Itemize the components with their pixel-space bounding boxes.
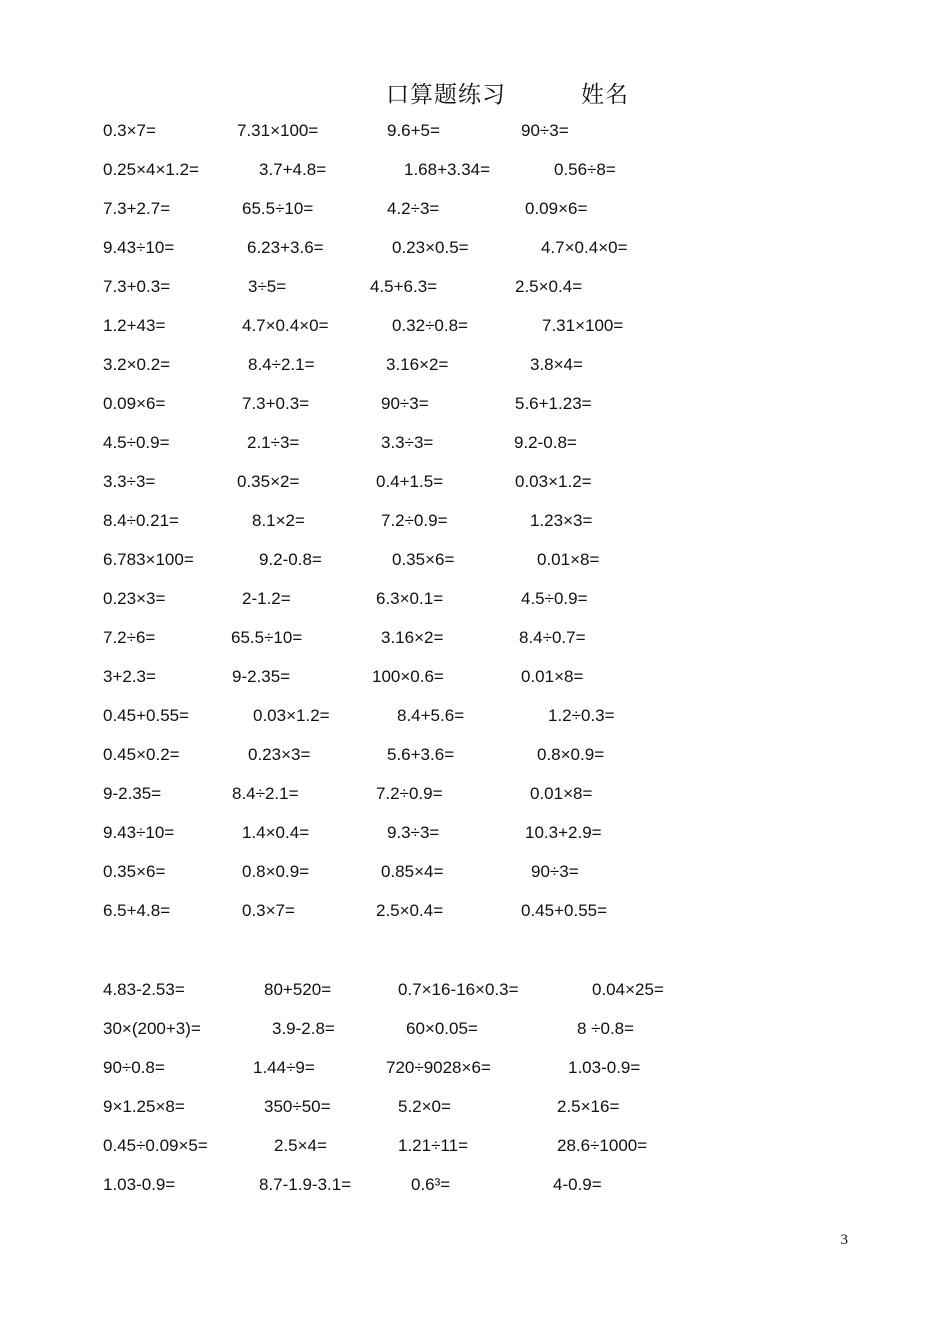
exercise-item: 1.03-0.9= bbox=[103, 1175, 176, 1194]
exercise-item: 4.7×0.4×0= bbox=[242, 316, 329, 335]
exercise-item: 9-2.35= bbox=[232, 667, 291, 686]
exercise-item: 0.6³= bbox=[411, 1175, 451, 1194]
exercise-item: 0.45÷0.09×5= bbox=[103, 1136, 208, 1155]
exercise-row bbox=[0, 508, 950, 534]
exercise-item: 1.2+43= bbox=[103, 316, 166, 335]
exercise-item: 9-2.35= bbox=[103, 784, 162, 803]
exercise-row bbox=[0, 1172, 950, 1198]
exercise-item: 2.5×4= bbox=[274, 1136, 327, 1155]
exercise-item: 1.44÷9= bbox=[253, 1058, 315, 1077]
exercise-item: 9.43÷10= bbox=[103, 238, 175, 257]
exercise-row bbox=[0, 352, 950, 378]
exercise-row bbox=[0, 820, 950, 846]
exercise-row bbox=[0, 625, 950, 651]
exercise-item: 5.6+1.23= bbox=[515, 394, 592, 413]
exercise-item: 3.16×2= bbox=[386, 355, 449, 374]
exercise-item: 2.5×0.4= bbox=[376, 901, 444, 920]
exercise-item: 6.23+3.6= bbox=[247, 238, 324, 257]
exercise-item: 0.23×0.5= bbox=[392, 238, 469, 257]
exercise-item: 0.4+1.5= bbox=[376, 472, 444, 491]
exercise-row bbox=[0, 742, 950, 768]
exercise-item: 8.1×2= bbox=[252, 511, 305, 530]
exercise-item: 7.2÷0.9= bbox=[381, 511, 448, 530]
exercise-item: 28.6÷1000= bbox=[557, 1136, 648, 1155]
exercise-item: 7.31×100= bbox=[542, 316, 624, 335]
exercise-item: 0.56÷8= bbox=[554, 160, 616, 179]
exercise-item: 720÷9028×6= bbox=[386, 1058, 491, 1077]
exercise-item: 6.783×100= bbox=[103, 550, 194, 569]
exercise-item: 6.3×0.1= bbox=[376, 589, 444, 608]
header bbox=[0, 72, 950, 112]
exercise-item: 0.09×6= bbox=[525, 199, 588, 218]
page-title: 口算题练习 bbox=[386, 82, 506, 108]
exercise-item: 9.6+5= bbox=[387, 121, 440, 140]
exercise-item: 0.3×7= bbox=[242, 901, 295, 920]
exercise-item: 0.03×1.2= bbox=[253, 706, 330, 725]
exercise-row bbox=[0, 313, 950, 339]
exercise-item: 3.8×4= bbox=[530, 355, 583, 374]
exercise-item: 0.8×0.9= bbox=[242, 862, 310, 881]
exercise-item: 0.45+0.55= bbox=[103, 706, 190, 725]
exercise-item: 8.4÷2.1= bbox=[232, 784, 299, 803]
exercise-item: 3.16×2= bbox=[381, 628, 444, 647]
exercise-row bbox=[0, 1055, 950, 1081]
exercise-item: 7.2÷0.9= bbox=[376, 784, 443, 803]
exercise-item: 8 ÷0.8= bbox=[577, 1019, 635, 1038]
exercise-item: 0.01×8= bbox=[530, 784, 593, 803]
exercise-row bbox=[0, 586, 950, 612]
exercise-item: 65.5÷10= bbox=[231, 628, 303, 647]
exercise-item: 3÷5= bbox=[248, 277, 287, 296]
exercise-item: 6.5+4.8= bbox=[103, 901, 171, 920]
exercise-item: 1.68+3.34= bbox=[404, 160, 491, 179]
exercise-item: 7.31×100= bbox=[237, 121, 319, 140]
exercise-row bbox=[0, 1094, 950, 1120]
exercise-item: 90÷3= bbox=[531, 862, 579, 881]
exercise-row bbox=[0, 118, 950, 144]
exercise-item: 60×0.05= bbox=[406, 1019, 478, 1038]
exercise-item: 4.5÷0.9= bbox=[521, 589, 588, 608]
name-label: 姓名 bbox=[581, 82, 629, 108]
exercise-item: 8.4+5.6= bbox=[397, 706, 465, 725]
exercise-item: 0.01×8= bbox=[537, 550, 600, 569]
exercise-item: 30×(200+3)= bbox=[103, 1019, 201, 1038]
exercise-item: 65.5÷10= bbox=[242, 199, 314, 218]
exercise-item: 9.2-0.8= bbox=[259, 550, 322, 569]
exercise-item: 5.2×0= bbox=[398, 1097, 451, 1116]
exercise-item: 0.04×25= bbox=[592, 980, 664, 999]
exercise-item: 3.7+4.8= bbox=[259, 160, 327, 179]
exercise-item: 80+520= bbox=[264, 980, 332, 999]
exercise-item: 4-0.9= bbox=[553, 1175, 602, 1194]
exercise-item: 4.7×0.4×0= bbox=[541, 238, 628, 257]
exercise-item: 0.45×0.2= bbox=[103, 745, 180, 764]
exercise-item: 0.23×3= bbox=[103, 589, 166, 608]
exercise-row bbox=[0, 391, 950, 417]
exercise-row bbox=[0, 274, 950, 300]
exercise-item: 9×1.25×8= bbox=[103, 1097, 185, 1116]
page-number: 3 bbox=[840, 1232, 848, 1248]
exercise-row bbox=[0, 781, 950, 807]
exercise-row bbox=[0, 547, 950, 573]
exercise-item: 0.35×6= bbox=[392, 550, 455, 569]
exercise-item: 1.21÷11= bbox=[398, 1136, 468, 1155]
exercise-row bbox=[0, 157, 950, 183]
exercise-item: 5.6+3.6= bbox=[387, 745, 455, 764]
exercise-item: 0.45+0.55= bbox=[521, 901, 608, 920]
exercise-item: 0.3×7= bbox=[103, 121, 156, 140]
exercise-item: 9.43÷10= bbox=[103, 823, 175, 842]
exercise-item: 0.01×8= bbox=[521, 667, 584, 686]
exercise-item: 0.8×0.9= bbox=[537, 745, 605, 764]
exercise-row bbox=[0, 469, 950, 495]
exercise-row bbox=[0, 1133, 950, 1159]
exercise-item: 8.7-1.9-3.1= bbox=[259, 1175, 352, 1194]
exercise-item: 0.7×16-16×0.3= bbox=[398, 980, 519, 999]
exercise-item: 0.35×6= bbox=[103, 862, 166, 881]
exercise-row bbox=[0, 703, 950, 729]
exercise-item: 7.3+2.7= bbox=[103, 199, 171, 218]
exercise-row bbox=[0, 898, 950, 924]
exercise-item: 90÷3= bbox=[381, 394, 429, 413]
exercise-item: 3.9-2.8= bbox=[272, 1019, 335, 1038]
exercise-row bbox=[0, 859, 950, 885]
exercise-row bbox=[0, 664, 950, 690]
exercise-item: 0.35×2= bbox=[237, 472, 300, 491]
exercise-item: 7.3+0.3= bbox=[103, 277, 171, 296]
exercise-item: 3.2×0.2= bbox=[103, 355, 171, 374]
exercise-item: 100×0.6= bbox=[372, 667, 444, 686]
exercise-item: 8.4÷2.1= bbox=[248, 355, 315, 374]
exercise-item: 0.32÷0.8= bbox=[392, 316, 468, 335]
exercise-row bbox=[0, 196, 950, 222]
exercise-item: 9.3÷3= bbox=[387, 823, 440, 842]
exercise-row bbox=[0, 430, 950, 456]
exercise-item: 0.03×1.2= bbox=[515, 472, 592, 491]
exercise-item: 9.2-0.8= bbox=[514, 433, 577, 452]
exercise-item: 4.83-2.53= bbox=[103, 980, 185, 999]
exercise-item: 1.2÷0.3= bbox=[548, 706, 615, 725]
exercise-item: 7.2÷6= bbox=[103, 628, 156, 647]
exercise-item: 350÷50= bbox=[264, 1097, 331, 1116]
exercise-item: 0.25×4×1.2= bbox=[103, 160, 199, 179]
exercise-item: 1.03-0.9= bbox=[568, 1058, 641, 1077]
exercise-item: 2.1÷3= bbox=[247, 433, 300, 452]
exercise-item: 90÷3= bbox=[521, 121, 569, 140]
exercise-item: 4.5÷0.9= bbox=[103, 433, 170, 452]
exercise-item: 3.3÷3= bbox=[103, 472, 156, 491]
exercise-item: 0.85×4= bbox=[381, 862, 444, 881]
exercise-row bbox=[0, 977, 950, 1003]
exercise-item: 4.5+6.3= bbox=[370, 277, 438, 296]
exercise-item: 3.3÷3= bbox=[381, 433, 434, 452]
exercise-item: 1.4×0.4= bbox=[242, 823, 310, 842]
exercise-item: 8.4÷0.7= bbox=[519, 628, 586, 647]
exercise-item: 2-1.2= bbox=[242, 589, 291, 608]
exercise-item: 7.3+0.3= bbox=[242, 394, 310, 413]
exercise-item: 90÷0.8= bbox=[103, 1058, 165, 1077]
exercise-item: 4.2÷3= bbox=[387, 199, 440, 218]
exercise-item: 3+2.3= bbox=[103, 667, 156, 686]
exercise-row bbox=[0, 235, 950, 261]
exercise-item: 2.5×16= bbox=[557, 1097, 620, 1116]
exercise-item: 0.09×6= bbox=[103, 394, 166, 413]
exercise-item: 2.5×0.4= bbox=[515, 277, 583, 296]
exercise-item: 8.4÷0.21= bbox=[103, 511, 179, 530]
exercise-item: 0.23×3= bbox=[248, 745, 311, 764]
exercise-row bbox=[0, 1016, 950, 1042]
exercise-item: 1.23×3= bbox=[530, 511, 593, 530]
exercise-item: 10.3+2.9= bbox=[525, 823, 602, 842]
